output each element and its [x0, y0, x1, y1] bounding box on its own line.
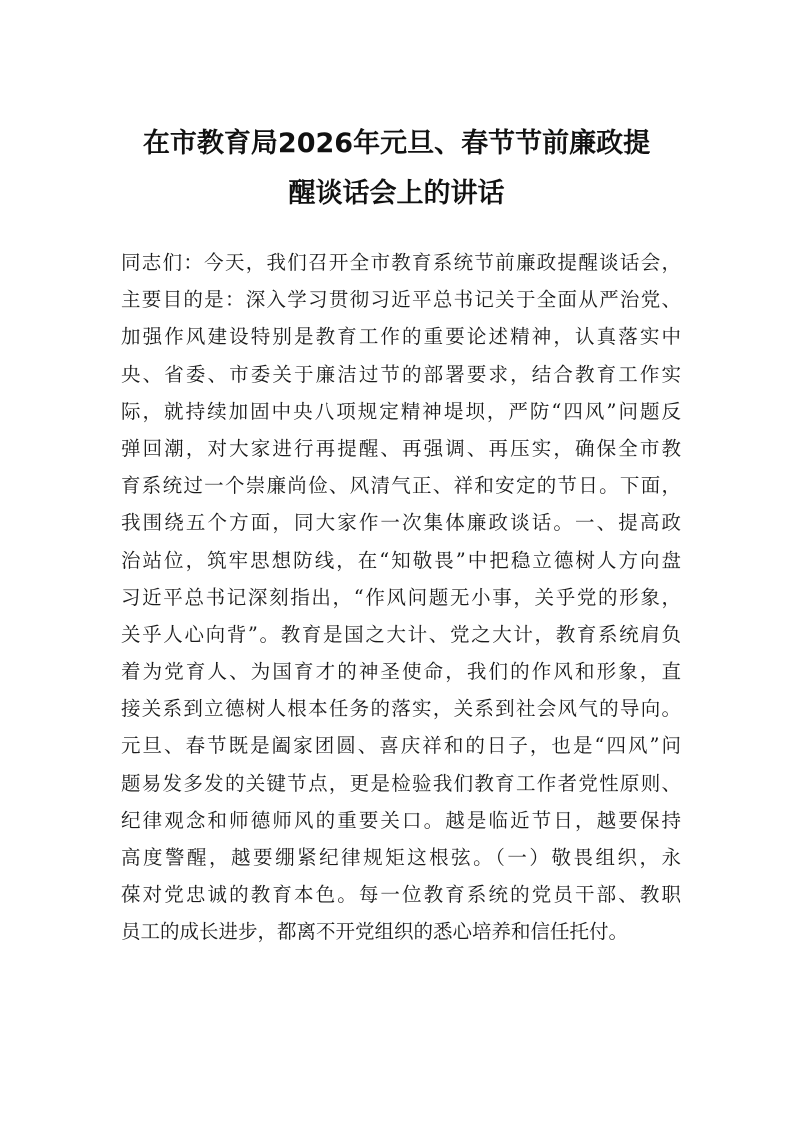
body-line: 关乎人心向背”。教育是国之大计、党之大计，教育系统肩负 [121, 622, 681, 646]
body-line: 着为党育人、为国育才的神圣使命，我们的作风和形象，直 [121, 660, 681, 684]
document-title-line-1: 在市教育局2026年元旦、春节节前廉政提 [142, 128, 651, 159]
body-line: 接关系到立德树人根本任务的落实，关系到社会风气的导向。 [121, 697, 681, 721]
body-line: 加强作风建设特别是教育工作的重要论述精神，认真落实中 [121, 325, 681, 349]
body-line: 际，就持续加固中央八项规定精神堤坝，严防“四风”问题反 [121, 399, 681, 423]
body-line: 弹回潮，对大家进行再提醒、再强调、再压实，确保全市教 [121, 436, 681, 460]
body-line: 高度警醒，越要绷紧纪律规矩这根弦。（一）敬畏组织，永 [121, 846, 681, 869]
body-line: 纪律观念和师德师风的重要关口。越是临近节日，越要保持 [121, 808, 681, 832]
body-line: 我围绕五个方面，同大家作一次集体廉政谈话。一、提高政 [121, 511, 681, 535]
body-line: 习近平总书记深刻指出，“作风问题无小事，关乎党的形象， [121, 585, 681, 609]
body-line: 元旦、春节既是阖家团圆、喜庆祥和的日子，也是“四风”问 [121, 734, 681, 758]
body-line: 员工的成长进步，都离不开党组织的悉心培养和信任托付。 [121, 920, 629, 944]
body-line: 育系统过一个崇廉尚俭、风清气正、祥和安定的节日。下面， [121, 474, 681, 498]
body-line: 同志们：今天，我们召开全市教育系统节前廉政提醒谈话会， [121, 251, 681, 274]
body-line: 题易发多发的关键节点，更是检验我们教育工作者党性原则、 [121, 771, 681, 795]
body-line: 央、省委、市委关于廉洁过节的部署要求，结合教育工作实 [121, 362, 681, 386]
document-title-line-2: 醒谈话会上的讲话 [288, 178, 505, 209]
body-line: 葆对党忠诚的教育本色。每一位教育系统的党员干部、教职 [121, 883, 681, 907]
body-line: 主要目的是：深入学习贯彻习近平总书记关于全面从严治党、 [121, 288, 681, 312]
body-line: 治站位，筑牢思想防线，在“知敬畏”中把稳立德树人方向盘 [121, 548, 681, 572]
speech-body [121, 244, 681, 951]
